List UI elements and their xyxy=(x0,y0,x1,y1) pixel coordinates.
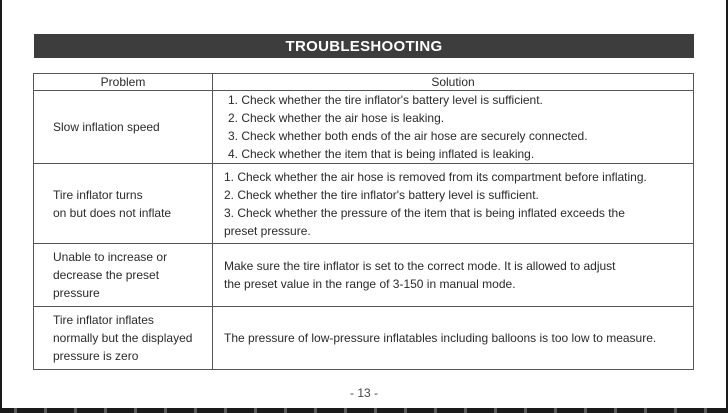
section-title-bar xyxy=(34,34,694,58)
solution-text: 1. Check whether the tire inflator's battery level is sufficient. xyxy=(228,93,543,107)
problem-text: Tire inflator inflates xyxy=(53,313,154,327)
solution-text: preset pressure. xyxy=(224,223,311,238)
solution-text: 2. Check whether the tire inflator's battery level is sufficient. xyxy=(224,187,539,202)
solution-text: 4. Check whether the item that is being inflated is leaking. xyxy=(228,147,535,161)
header-solution: Solution xyxy=(213,74,694,91)
problem-text: normally but the displayed xyxy=(53,331,193,345)
problem-text: pressure xyxy=(53,286,100,300)
solution-cell xyxy=(213,307,694,370)
table-row xyxy=(34,164,694,244)
problem-text: decrease the preset xyxy=(53,268,160,282)
problem-cell xyxy=(34,164,213,244)
troubleshooting-table xyxy=(33,73,694,370)
problem-text: Slow inflation speed xyxy=(53,120,160,134)
solution-cell xyxy=(213,244,694,307)
solution-cell xyxy=(213,164,694,244)
solution-text: The pressure of low-pressure inflatables including balloons is too low to measure. xyxy=(224,331,657,345)
page-frame-bottom xyxy=(0,408,728,413)
table-row xyxy=(34,307,694,370)
solution-text: the preset value in the range of 3-150 in manual mode. xyxy=(224,277,516,291)
table-row xyxy=(34,244,694,307)
header-problem: Problem xyxy=(34,74,213,91)
table-row xyxy=(34,91,694,164)
problem-text: Unable to increase or xyxy=(53,250,168,264)
problem-text: on but does not inflate xyxy=(53,205,172,220)
solution-text: 3. Check whether both ends of the air hose are securely connected. xyxy=(228,129,588,143)
section-title: TROUBLESHOOTING xyxy=(285,37,443,55)
problem-text: Tire inflator turns xyxy=(53,187,143,202)
page-frame-left xyxy=(0,0,2,413)
solution-text: 1. Check whether the air hose is removed from its compartment before inflating. xyxy=(224,169,647,184)
solution-text: 2. Check whether the air hose is leaking. xyxy=(228,111,445,125)
solution-text: 3. Check whether the pressure of the item that is being inflated exceeds the xyxy=(224,205,625,220)
table-header-row xyxy=(34,74,694,91)
solution-text: Make sure the tire inflator is set to the correct mode. It is allowed to adjust xyxy=(224,259,616,273)
problem-cell xyxy=(34,91,213,164)
problem-cell xyxy=(34,307,213,370)
problem-text: pressure is zero xyxy=(53,349,139,363)
page-number: - 13 - xyxy=(349,386,378,400)
solution-cell xyxy=(213,91,694,164)
problem-cell xyxy=(34,244,213,307)
